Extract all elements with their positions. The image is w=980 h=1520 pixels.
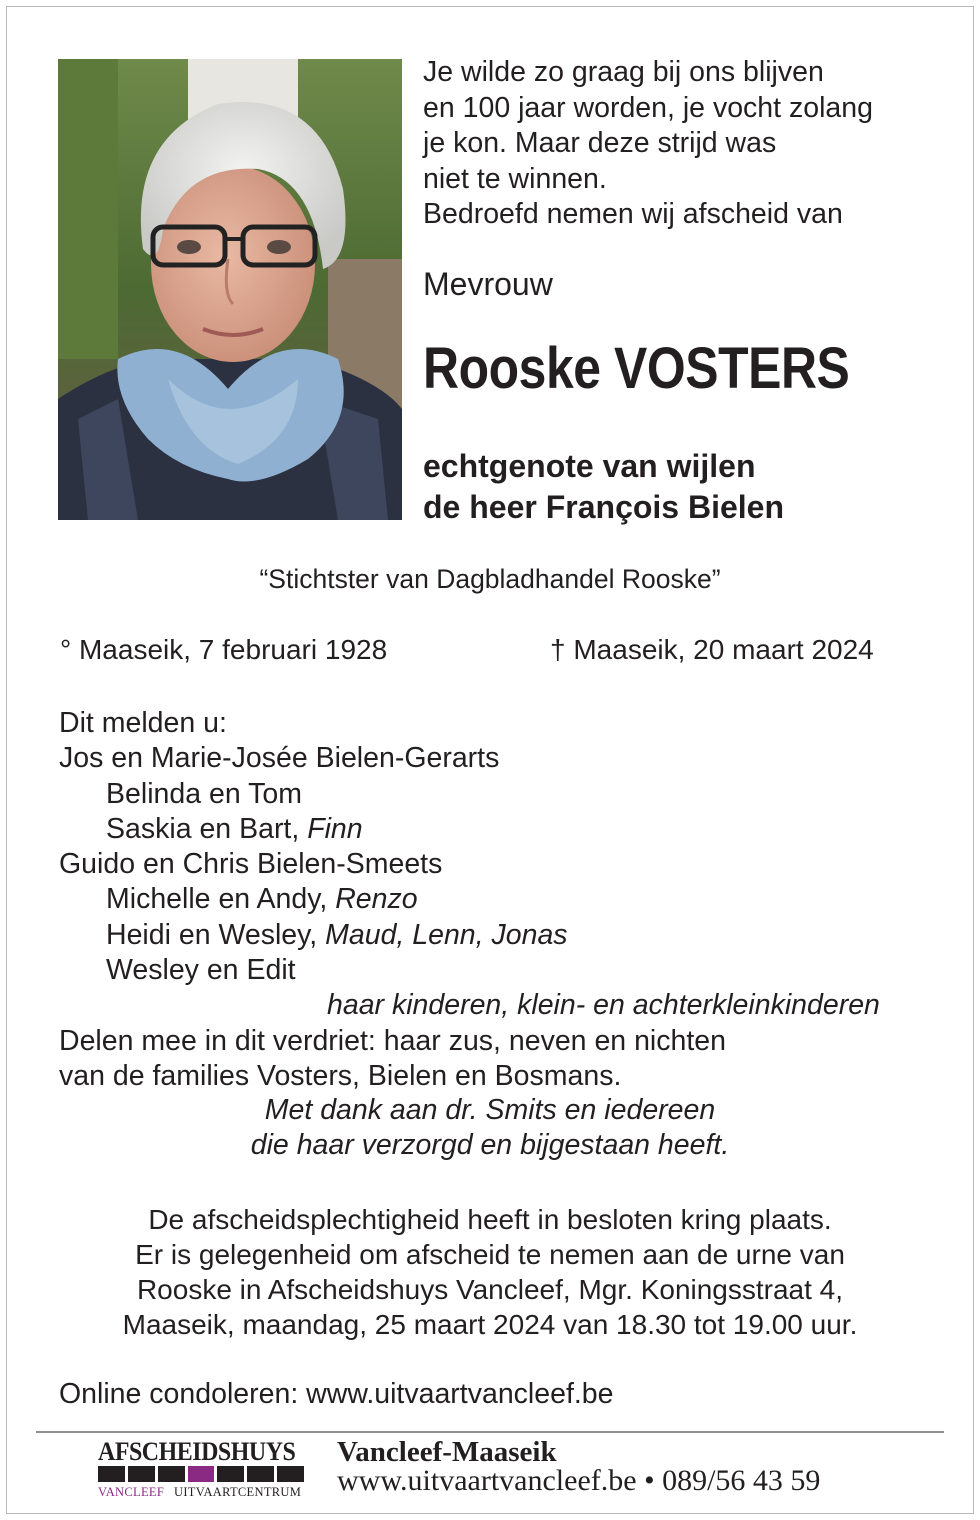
thanks-line: Met dank aan dr. Smits en iedereen — [264, 1094, 716, 1126]
family-list — [59, 706, 939, 1094]
intro-line: en 100 jaar worden, je vocht zolang — [423, 91, 873, 124]
family-couple: Heidi en Wesley, — [106, 918, 326, 951]
family-children: Renzo — [335, 883, 418, 916]
online-condolence: Online condoleren: www.uitvaartvancleef.be — [59, 1378, 614, 1410]
motto: “Stichtster van Dagbladhandel Rooske” — [259, 564, 721, 594]
portrait-photo — [58, 59, 402, 520]
intro-line: niet te winnen. — [423, 162, 607, 195]
family-line — [59, 918, 939, 953]
ceremony-line: Maaseik, maandag, 25 maart 2024 van 18.30 tot 19.00 uur. — [122, 1309, 858, 1340]
spouse-text — [423, 446, 784, 528]
intro-line: Je wilde zo graag bij ons blijven — [423, 56, 824, 88]
death-info: † Maaseik, 20 maart 2024 — [550, 634, 874, 665]
share-line: Delen mee in dit verdriet: haar zus, neven en nichten — [59, 1024, 726, 1057]
ceremony-line: Er is gelegenheid om afscheid te nemen aan de urne van — [135, 1239, 845, 1270]
family-couple: Saskia en Bart, — [106, 812, 308, 845]
intro-line: je kon. Maar deze strijd was — [423, 127, 777, 159]
family-line: Belinda en Tom — [106, 777, 302, 810]
family-children: Finn — [307, 812, 363, 845]
intro-line: Bedroefd nemen wij afscheid van — [423, 198, 843, 230]
share-line: van de families Vosters, Bielen en Bosmans. — [59, 1059, 622, 1092]
honorific: Mevrouw — [423, 266, 553, 302]
ceremony-text — [0, 1202, 980, 1342]
ceremony-line: De afscheidsplechtigheid heeft in besloten kring plaats. — [148, 1204, 832, 1235]
funeral-home-logo — [98, 1437, 306, 1501]
family-couple: Michelle en Andy, — [106, 883, 336, 916]
intro-text — [423, 55, 873, 233]
spouse-line: de heer François Bielen — [423, 489, 785, 525]
deceased-name: Rooske VOSTERS — [423, 336, 850, 401]
logo-bar — [98, 1466, 304, 1482]
logo-sub-vancleef: VANCLEEF — [98, 1485, 165, 1499]
thanks-line: die haar verzorgd en bijgestaan heeft. — [250, 1129, 730, 1161]
family-line: Wesley en Edit — [106, 954, 296, 987]
ceremony-line: Rooske in Afscheidshuys Vancleef, Mgr. Koningsstraat 4, — [136, 1274, 844, 1305]
logo-sub-uitvaartcentrum: UITVAARTCENTRUM — [174, 1485, 302, 1499]
footer-divider — [36, 1431, 944, 1433]
family-line — [59, 812, 939, 847]
funeral-home-name: Vancleef-Maaseik — [337, 1436, 557, 1468]
thanks-text — [0, 1093, 980, 1163]
spouse-line: echtgenote van wijlen — [423, 448, 756, 484]
family-line: Jos en Marie-Josée Bielen-Gerarts — [59, 742, 500, 775]
birth-info: ° Maaseik, 7 februari 1928 — [60, 634, 388, 665]
family-children: Maud, Lenn, Jonas — [325, 918, 568, 951]
family-line — [59, 882, 939, 917]
family-intro: Dit melden u: — [59, 707, 227, 739]
family-role: haar kinderen, klein- en achterkleinkinderen — [327, 989, 880, 1022]
family-line: Guido en Chris Bielen-Smeets — [59, 848, 443, 881]
funeral-home-contact: www.uitvaartvancleef.be • 089/56 43 59 — [337, 1464, 821, 1497]
logo-word: AFSCHEIDSHUYS — [98, 1437, 296, 1466]
